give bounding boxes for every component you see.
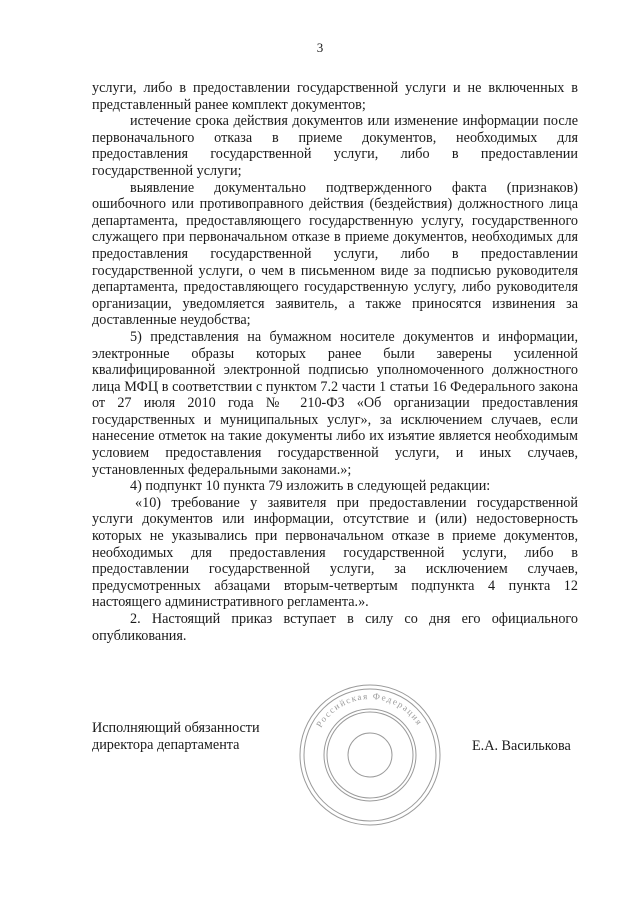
paragraph: 4) подпункт 10 пункта 79 изложить в следующей редакции:	[130, 478, 491, 495]
document-body	[92, 80, 578, 644]
paragraph: истечение срока действия документов или изменение информации после первоначального отказа в приеме документов, необходимых для предоставления государственной услуги, либо в предоставлении государственной услуги;	[92, 113, 578, 179]
page-number: 3	[316, 40, 324, 55]
official-seal-stamp	[297, 682, 443, 828]
paragraph: услуги, либо в предоставлении государственной услуги и не включенных в представленный ранее комплект документов;	[92, 80, 578, 113]
signatory-position	[92, 720, 260, 754]
paragraph: выявление документально подтвержденного факта (признаков) ошибочного или противоправного действия (бездействия) должностного лица департамента, предоставляющего государственную услугу, государственного служащего при первоначальном отказе в приеме документов, необходимых для предоставления государственной услуги, либо в предоставлении государственной услуги, о чем в письменном виде за подписью руководителя департамента, предоставляющего государственную услугу, либо руководителя организации, уведомляется заявитель, а также приносятся извинения за доставленные неудобства;	[92, 179, 578, 329]
signatory-position-line: директора департамента	[92, 737, 240, 753]
paragraph: «10) требование у заявителя при предоставлении государственной услуги документов или информации, отсутствие и (или) недостоверность которых не указывались при первоначальном отказе в приеме документов, необходимых для предоставления государственной услуги, либо в предоставлении государственной услуги, за исключением случаев, предусмотренных абзацами вторым-четвертым подпункта 4 пункта 12 настоящего административного регламента.».	[92, 494, 578, 611]
paragraph: 2. Настоящий приказ вступает в силу со дня его официального опубликования.	[92, 611, 578, 644]
paragraph: 5) представления на бумажном носителе документов и информации, электронные образы которых ранее были заверены усиленной квалифицированной электронной подписью уполномоченного должностного лица МФЦ в соответствии с пунктом 7.2 части 1 статьи 16 Федерального закона от 27 июля 2010 года № 210-ФЗ «Об организации предоставления государственных и муниципальных услуг», за исключением случаев, если нанесение отметок на такие документы либо их изъятие является необходимым условием предоставления государственной услуги, и иных случаев, установленных федеральными законами.»;	[92, 328, 578, 478]
signatory-position-line: Исполняющий обязанности	[92, 720, 260, 736]
seal-outer-text: Российская Федерация	[314, 690, 425, 730]
signatory-name: Е.А. Василькова	[472, 738, 571, 754]
